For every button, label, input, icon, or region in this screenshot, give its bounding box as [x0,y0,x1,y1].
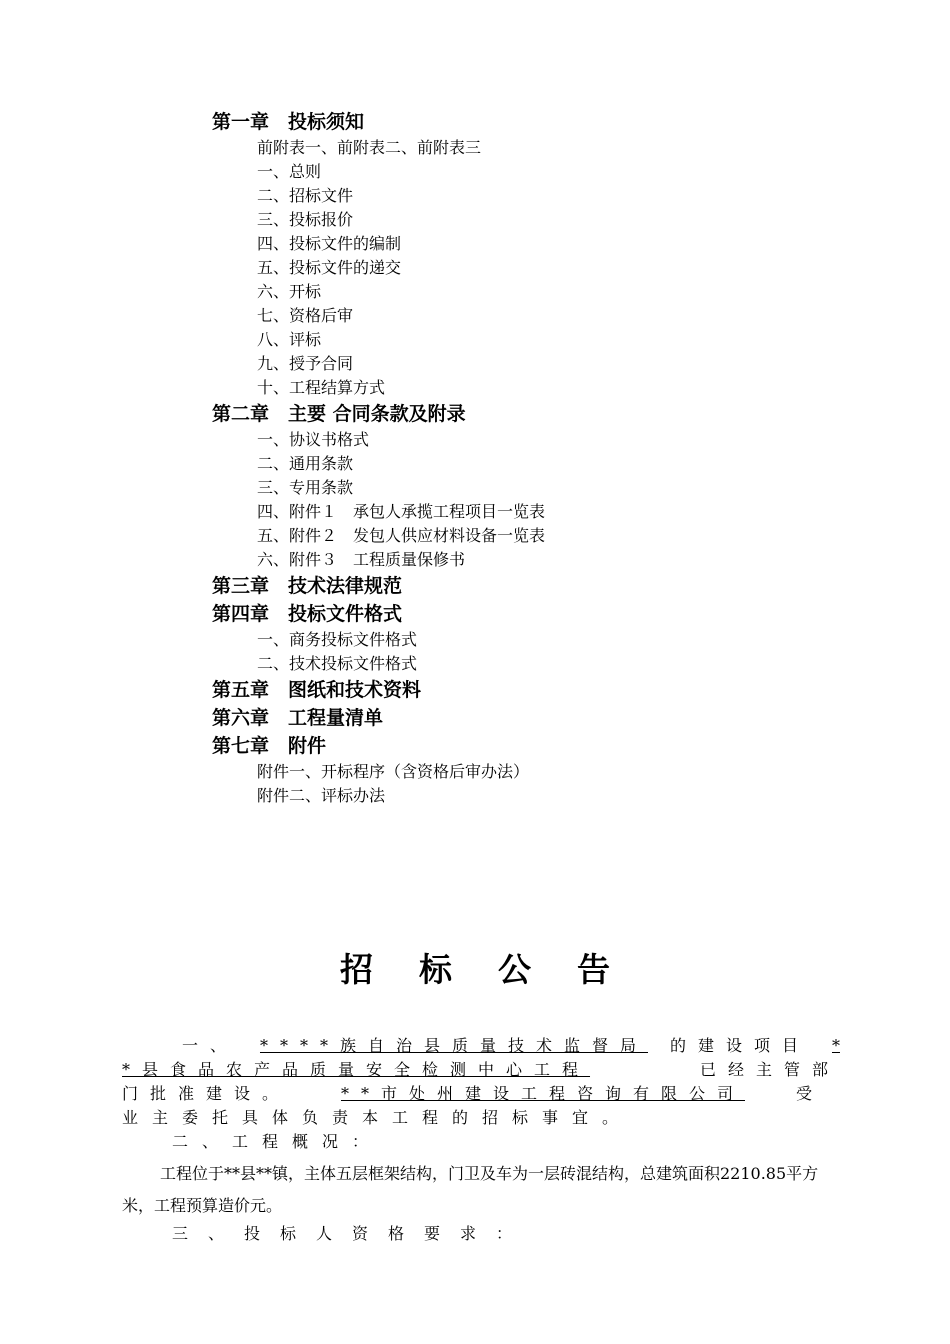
approval-text: 已经主管部 [699,1060,840,1079]
section2-text: 工程位于**县**镇，主体五层框架结构，门卫及车为一层砖混结构，总建筑面积2210.85平方米，工程预算造价元。 [122,1164,819,1215]
agent-name: **市处州建设工程咨询有限公司 [340,1084,745,1103]
toc-chapter: 第二章 主要 合同条款及附录 [212,403,466,425]
toc-item: 附件二、评标办法 [257,786,386,805]
toc-chapter: 第一章 投标须知 [212,111,365,133]
section2-heading: 二、工程概况： [172,1132,383,1151]
section1-line2 [122,1058,840,1082]
toc-item: 四、投标文件的编制 [257,234,402,253]
toc-item: 六、附件３ 工程质量保修书 [257,550,466,569]
toc-item: 九、授予合同 [257,354,354,373]
entrusted-text: 受 [795,1084,812,1103]
toc-chapter: 第六章 工程量清单 [212,707,384,729]
toc-item: 二、招标文件 [257,186,354,205]
toc-item: 七、资格后审 [257,306,354,325]
section1-prefix: 一、 [181,1036,238,1055]
owner-name: ****族自治县质量技术监督局 [259,1036,648,1055]
section1-last: 业主委托具体负责本工程的招标事宜。 [122,1108,633,1127]
section1-mid: 的建设项目 [669,1036,810,1055]
toc-item: 一、商务投标文件格式 [257,630,418,649]
approval-text-b: 门批准建设。 [122,1084,291,1103]
toc-item: 二、通用条款 [257,454,354,473]
table-of-contents [212,108,772,808]
toc-item: 八、评标 [257,330,322,349]
toc-item: 一、协议书格式 [257,430,370,449]
announcement-title: 招标公告 [340,950,656,989]
toc-item: 一、总则 [257,162,322,181]
toc-item: 五、投标文件的递交 [257,258,402,277]
project-name-part-a: * [831,1036,840,1055]
announcement-body [122,1034,840,1246]
toc-item: 六、开标 [257,282,322,301]
section1-line4 [122,1106,840,1130]
toc-item: 五、附件２ 发包人供应材料设备一览表 [257,526,546,545]
toc-item: 附件一、开标程序（含资格后审办法） [257,762,530,781]
toc-item: 十、工程结算方式 [257,378,386,397]
project-name-part-b: *县食品农产品质量安全检测中心工程 [122,1060,591,1079]
section1-line3 [122,1082,812,1106]
section1-line1 [122,1034,840,1058]
toc-item: 三、投标报价 [257,210,354,229]
toc-chapter: 第三章 技术法律规范 [212,575,403,597]
toc-chapter: 第四章 投标文件格式 [212,603,403,625]
toc-item: 前附表一、前附表二、前附表三 [257,138,482,157]
toc-chapter: 第五章 图纸和技术资料 [212,679,422,701]
toc-item: 三、专用条款 [257,478,354,497]
section3-heading: 三、投标人资格要求： [172,1224,533,1243]
toc-item: 二、技术投标文件格式 [257,654,418,673]
toc-item: 四、附件１ 承包人承揽工程项目一览表 [257,502,546,521]
toc-chapter: 第七章 附件 [212,735,327,757]
